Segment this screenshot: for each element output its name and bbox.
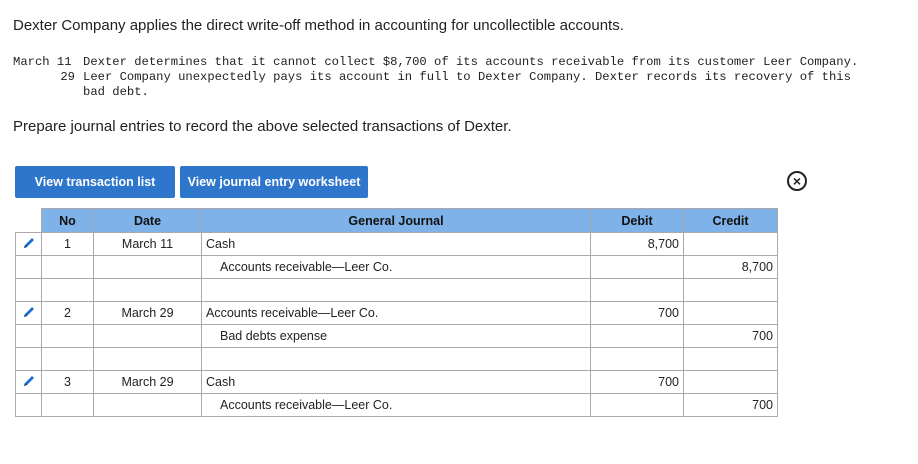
credit-amount xyxy=(684,302,778,325)
transaction-text: bad debt. xyxy=(83,85,149,99)
empty-cell xyxy=(591,348,684,371)
entry-date: March 29 xyxy=(94,371,202,394)
intro-text: Dexter Company applies the direct write-off method in accounting for uncollectible accounts. xyxy=(13,17,624,34)
credit-amount xyxy=(684,233,778,256)
header-general-journal: General Journal xyxy=(202,209,591,233)
transaction-date: March 11 xyxy=(13,55,72,69)
credit-amount xyxy=(684,371,778,394)
debit-account: Accounts receivable—Leer Co. xyxy=(202,302,591,325)
debit-amount: 700 xyxy=(591,302,684,325)
view-transaction-list-button[interactable]: View transaction list xyxy=(15,166,175,198)
table-row xyxy=(16,233,778,256)
empty-cell xyxy=(202,279,591,302)
transaction-line xyxy=(13,70,858,85)
entry-number xyxy=(42,325,94,348)
empty-cell xyxy=(94,348,202,371)
header-no: No xyxy=(42,209,94,233)
debit-amount xyxy=(591,256,684,279)
view-journal-entry-worksheet-button[interactable]: View journal entry worksheet xyxy=(180,166,368,198)
entry-date: March 11 xyxy=(94,233,202,256)
entry-number: 3 xyxy=(42,371,94,394)
debit-amount: 8,700 xyxy=(591,233,684,256)
table-row xyxy=(16,371,778,394)
row-spacer xyxy=(16,256,42,279)
empty-cell xyxy=(202,348,591,371)
edit-entry-2[interactable] xyxy=(16,302,42,325)
table-header-row xyxy=(16,209,778,233)
pencil-icon[interactable] xyxy=(22,374,36,388)
credit-amount: 8,700 xyxy=(684,256,778,279)
empty-cell xyxy=(591,279,684,302)
edit-entry-3[interactable] xyxy=(16,371,42,394)
credit-account: Accounts receivable—Leer Co. xyxy=(202,394,591,417)
entry-date xyxy=(94,256,202,279)
table-row xyxy=(16,302,778,325)
header-date: Date xyxy=(94,209,202,233)
entry-number xyxy=(42,394,94,417)
header-credit: Credit xyxy=(684,209,778,233)
empty-cell xyxy=(42,348,94,371)
table-row xyxy=(16,394,778,417)
transaction-description xyxy=(13,55,858,100)
transaction-date: 29 xyxy=(60,70,75,84)
debit-amount xyxy=(591,325,684,348)
table-row-gap xyxy=(16,279,778,302)
transaction-text: Leer Company unexpectedly pays its account in full to Dexter Company. Dexter records its recovery of this xyxy=(83,70,851,84)
credit-account: Bad debts expense xyxy=(202,325,591,348)
entry-date xyxy=(94,325,202,348)
empty-cell xyxy=(684,279,778,302)
transaction-line xyxy=(13,55,858,70)
debit-amount xyxy=(591,394,684,417)
header-spacer xyxy=(16,209,42,233)
row-spacer xyxy=(16,348,42,371)
table-row xyxy=(16,325,778,348)
table-row-gap xyxy=(16,348,778,371)
empty-cell xyxy=(94,279,202,302)
credit-account: Accounts receivable—Leer Co. xyxy=(202,256,591,279)
entry-date xyxy=(94,394,202,417)
edit-entry-1[interactable] xyxy=(16,233,42,256)
row-spacer xyxy=(16,279,42,302)
debit-account: Cash xyxy=(202,233,591,256)
pencil-icon[interactable] xyxy=(22,305,36,319)
row-spacer xyxy=(16,325,42,348)
debit-account: Cash xyxy=(202,371,591,394)
empty-cell xyxy=(684,348,778,371)
debit-amount: 700 xyxy=(591,371,684,394)
close-icon[interactable]: × xyxy=(787,171,807,191)
credit-amount: 700 xyxy=(684,394,778,417)
credit-amount: 700 xyxy=(684,325,778,348)
transaction-text: Dexter determines that it cannot collect $8,700 of its accounts receivable from its customer Leer Company. xyxy=(83,55,859,69)
empty-cell xyxy=(42,279,94,302)
entry-number: 2 xyxy=(42,302,94,325)
pencil-icon[interactable] xyxy=(22,236,36,250)
general-journal-table xyxy=(15,208,778,417)
header-debit: Debit xyxy=(591,209,684,233)
entry-number xyxy=(42,256,94,279)
table-row xyxy=(16,256,778,279)
row-spacer xyxy=(16,394,42,417)
transaction-line-continued xyxy=(13,85,858,100)
entry-date: March 29 xyxy=(94,302,202,325)
entry-number: 1 xyxy=(42,233,94,256)
prompt-text: Prepare journal entries to record the above selected transactions of Dexter. xyxy=(13,118,512,135)
